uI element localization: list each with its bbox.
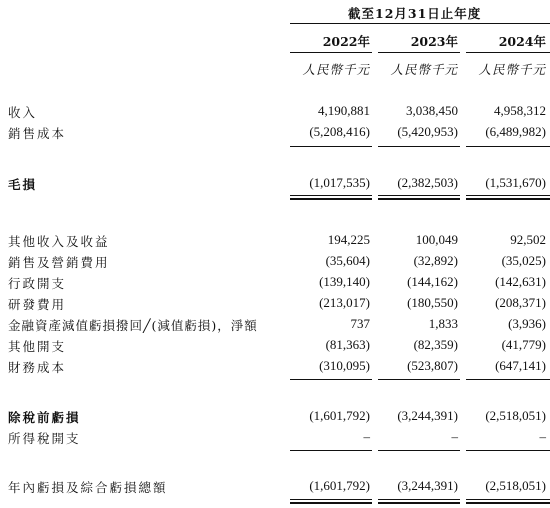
total-subtotal-rule-2022 — [290, 450, 372, 451]
row-label-gross-loss: 毛損 — [8, 177, 38, 192]
impairment-2023: 1,833 — [428, 316, 458, 331]
other-expenses-2022: (81,363) — [325, 337, 370, 352]
total-double-rule-a-2024 — [466, 499, 550, 500]
total-loss-2024: (2,518,051) — [485, 478, 546, 493]
selling-marketing-2024: (35,025) — [501, 253, 546, 268]
impairment-2024: (3,936) — [508, 316, 546, 331]
row-label-total-loss: 年內虧損及綜合虧損總額 — [8, 480, 168, 495]
total-loss-2023: (3,244,391) — [397, 478, 458, 493]
row-label-finance-costs: 財務成本 — [8, 360, 67, 375]
loss-before-tax-2022: (1,601,792) — [309, 408, 370, 423]
rnd-expenses-2024: (208,371) — [495, 295, 546, 310]
total-subtotal-rule-2023 — [378, 450, 460, 451]
unit-2024: 人民幣千元 — [478, 62, 546, 77]
subtotal-rule-2024 — [466, 146, 550, 147]
selling-marketing-2023: (32,892) — [413, 253, 458, 268]
total-double-rule-b-2023 — [378, 502, 460, 504]
gross-loss-2024: (1,531,670) — [485, 175, 546, 190]
gross-loss-2022: (1,017,535) — [309, 175, 370, 190]
gross-loss-double-rule-b-2022 — [290, 198, 372, 200]
cost-of-sales-2022: (5,208,416) — [309, 124, 370, 139]
year-2024-header: 2024年 — [498, 34, 546, 49]
pretax-subtotal-rule-2023 — [378, 379, 460, 380]
admin-expenses-2023: (144,162) — [407, 274, 458, 289]
loss-before-tax-2024: (2,518,051) — [485, 408, 546, 423]
year-2022-rule — [290, 52, 372, 53]
revenue-2023: 3,038,450 — [406, 103, 458, 118]
period-header-rule — [290, 23, 550, 24]
year-2024-rule — [466, 52, 550, 53]
pretax-subtotal-rule-2024 — [466, 379, 550, 380]
rnd-expenses-2022: (213,017) — [319, 295, 370, 310]
year-2023-header: 2023年 — [410, 34, 458, 49]
total-double-rule-b-2024 — [466, 502, 550, 504]
row-label-other-income: 其他收入及收益 — [8, 234, 110, 249]
gross-loss-2023: (2,382,503) — [397, 175, 458, 190]
period-header: 截至12月31日止年度 — [348, 6, 482, 21]
revenue-2024: 4,958,312 — [494, 103, 546, 118]
other-expenses-2023: (82,359) — [413, 337, 458, 352]
other-income-2024: 92,502 — [510, 232, 546, 247]
gross-loss-double-rule-b-2024 — [466, 198, 550, 200]
row-label-impairment: 金融資產減值虧損撥回╱(減值虧損)，淨額 — [8, 318, 258, 333]
pretax-subtotal-rule-2022 — [290, 379, 372, 380]
finance-costs-2024: (647,141) — [495, 358, 546, 373]
row-label-cost-of-sales: 銷售成本 — [8, 126, 67, 141]
year-2023-rule — [378, 52, 460, 53]
cost-of-sales-2024: (6,489,982) — [485, 124, 546, 139]
subtotal-rule-2023 — [378, 146, 460, 147]
row-label-admin-expenses: 行政開支 — [8, 276, 67, 291]
gross-loss-double-rule-b-2023 — [378, 198, 460, 200]
revenue-2022: 4,190,881 — [318, 103, 370, 118]
total-double-rule-b-2022 — [290, 502, 372, 504]
row-label-revenue: 收入 — [8, 105, 38, 120]
row-label-loss-before-tax: 除稅前虧損 — [8, 410, 81, 425]
income-tax-2023: – — [451, 429, 458, 444]
year-2022-header: 2022年 — [322, 34, 370, 49]
gross-loss-double-rule-a-2024 — [466, 195, 550, 196]
unit-2023: 人民幣千元 — [390, 62, 458, 77]
selling-marketing-2022: (35,604) — [325, 253, 370, 268]
subtotal-rule-2022 — [290, 146, 372, 147]
unit-2022: 人民幣千元 — [302, 62, 370, 77]
finance-costs-2022: (310,095) — [319, 358, 370, 373]
total-loss-2022: (1,601,792) — [309, 478, 370, 493]
finance-costs-2023: (523,807) — [407, 358, 458, 373]
cost-of-sales-2023: (5,420,953) — [397, 124, 458, 139]
row-label-selling-marketing: 銷售及營銷費用 — [8, 255, 110, 270]
other-income-2022: 194,225 — [327, 232, 370, 247]
total-double-rule-a-2022 — [290, 499, 372, 500]
gross-loss-double-rule-a-2022 — [290, 195, 372, 196]
impairment-2022: 737 — [350, 316, 370, 331]
income-tax-2024: – — [539, 429, 546, 444]
rnd-expenses-2023: (180,550) — [407, 295, 458, 310]
gross-loss-double-rule-a-2023 — [378, 195, 460, 196]
row-label-income-tax: 所得稅開支 — [8, 431, 81, 446]
loss-before-tax-2023: (3,244,391) — [397, 408, 458, 423]
row-label-other-expenses: 其他開支 — [8, 339, 67, 354]
other-income-2023: 100,049 — [415, 232, 458, 247]
total-subtotal-rule-2024 — [466, 450, 550, 451]
income-tax-2022: – — [363, 429, 370, 444]
row-label-rnd-expenses: 研發費用 — [8, 297, 67, 312]
total-double-rule-a-2023 — [378, 499, 460, 500]
other-expenses-2024: (41,779) — [501, 337, 546, 352]
admin-expenses-2024: (142,631) — [495, 274, 546, 289]
admin-expenses-2022: (139,140) — [319, 274, 370, 289]
